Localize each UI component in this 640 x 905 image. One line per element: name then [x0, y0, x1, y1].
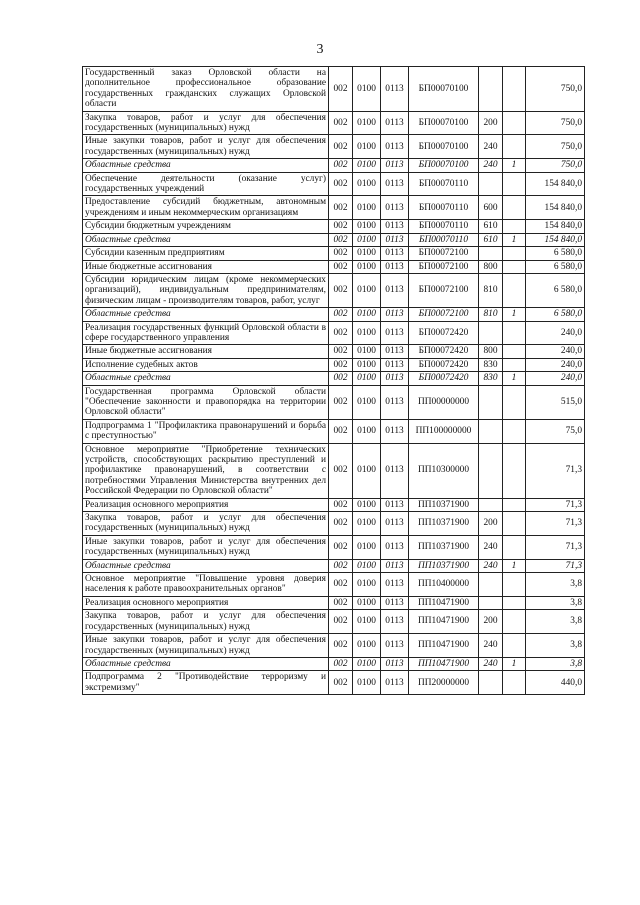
target-article-code: БП00072420 — [409, 358, 479, 371]
funding-source-code — [503, 345, 526, 358]
table-row — [83, 220, 585, 233]
target-article-code: БП00072420 — [409, 345, 479, 358]
table-row — [83, 345, 585, 358]
amount: 750,0 — [526, 111, 585, 135]
subsection-code: 0113 — [381, 111, 409, 135]
expense-type-code — [479, 596, 503, 609]
table-row — [83, 443, 585, 498]
target-article-code: БП00070110 — [409, 196, 479, 220]
amount: 6 580,0 — [526, 273, 585, 307]
row-name: Областные средства — [83, 233, 329, 246]
section-code: 0100 — [353, 671, 381, 695]
funding-source-code: 1 — [503, 308, 526, 321]
subsection-code: 0113 — [381, 372, 409, 385]
expense-type-code — [479, 443, 503, 498]
expense-type-code: 200 — [479, 111, 503, 135]
row-name: Предоставление субсидий бюджетным, автономным учреждениям и иным некоммерческим организациям — [83, 196, 329, 220]
amount: 750,0 — [526, 67, 585, 112]
ministry-code: 002 — [329, 512, 353, 536]
target-article-code: БП00070100 — [409, 159, 479, 172]
ministry-code: 002 — [329, 111, 353, 135]
amount: 240,0 — [526, 345, 585, 358]
funding-source-code: 1 — [503, 233, 526, 246]
funding-source-code — [503, 260, 526, 273]
row-name: Реализация государственных функций Орловской области в сфере государственного управления — [83, 321, 329, 345]
amount: 71,3 — [526, 512, 585, 536]
expense-type-code — [479, 247, 503, 260]
row-name: Иные закупки товаров, работ и услуг для обеспечения государственных (муниципальных) нужд — [83, 535, 329, 559]
expense-type-code: 200 — [479, 512, 503, 536]
funding-source-code — [503, 512, 526, 536]
funding-source-code — [503, 247, 526, 260]
section-code: 0100 — [353, 573, 381, 597]
table-row — [83, 634, 585, 658]
expense-type-code: 240 — [479, 657, 503, 670]
subsection-code: 0113 — [381, 273, 409, 307]
table-row — [83, 610, 585, 634]
amount: 515,0 — [526, 385, 585, 419]
section-code: 0100 — [353, 247, 381, 260]
ministry-code: 002 — [329, 385, 353, 419]
table-row — [83, 512, 585, 536]
subsection-code: 0113 — [381, 535, 409, 559]
funding-source-code — [503, 358, 526, 371]
subsection-code: 0113 — [381, 308, 409, 321]
target-article-code: БП00070100 — [409, 135, 479, 159]
ministry-code: 002 — [329, 345, 353, 358]
amount: 3,8 — [526, 610, 585, 634]
subsection-code: 0113 — [381, 610, 409, 634]
table-row — [83, 111, 585, 135]
row-name: Закупка товаров, работ и услуг для обеспечения государственных (муниципальных) нужд — [83, 111, 329, 135]
row-name: Иные закупки товаров, работ и услуг для обеспечения государственных (муниципальных) нужд — [83, 135, 329, 159]
amount: 3,8 — [526, 596, 585, 609]
row-name: Иные бюджетные ассигнования — [83, 260, 329, 273]
section-code: 0100 — [353, 535, 381, 559]
row-name: Государственная программа Орловской области "Обеспечение законности и правопорядка на территории Орловской области" — [83, 385, 329, 419]
target-article-code: БП00072420 — [409, 321, 479, 345]
amount: 154 840,0 — [526, 196, 585, 220]
target-article-code: ПП10471900 — [409, 610, 479, 634]
expense-type-code: 830 — [479, 358, 503, 371]
subsection-code: 0113 — [381, 385, 409, 419]
ministry-code: 002 — [329, 596, 353, 609]
row-name: Государственный заказ Орловской области на дополнительное профессиональное образование государственных гражданских служащих Орловской области — [83, 67, 329, 112]
subsection-code: 0113 — [381, 321, 409, 345]
target-article-code: ПП10371900 — [409, 535, 479, 559]
expense-type-code: 800 — [479, 260, 503, 273]
subsection-code: 0113 — [381, 345, 409, 358]
amount: 240,0 — [526, 358, 585, 371]
section-code: 0100 — [353, 596, 381, 609]
table-row — [83, 498, 585, 511]
ministry-code: 002 — [329, 443, 353, 498]
row-name: Исполнение судебных актов — [83, 358, 329, 371]
expense-type-code: 240 — [479, 135, 503, 159]
row-name: Реализация основного мероприятия — [83, 596, 329, 609]
table-row — [83, 273, 585, 307]
subsection-code: 0113 — [381, 67, 409, 112]
table-row — [83, 657, 585, 670]
subsection-code: 0113 — [381, 233, 409, 246]
target-article-code: ПП10371900 — [409, 512, 479, 536]
table-row — [83, 385, 585, 419]
target-article-code: ПП10371900 — [409, 498, 479, 511]
funding-source-code — [503, 273, 526, 307]
section-code: 0100 — [353, 273, 381, 307]
ministry-code: 002 — [329, 573, 353, 597]
amount: 6 580,0 — [526, 247, 585, 260]
target-article-code: ПП10371900 — [409, 559, 479, 572]
section-code: 0100 — [353, 321, 381, 345]
target-article-code: ПП00000000 — [409, 385, 479, 419]
amount: 71,3 — [526, 498, 585, 511]
section-code: 0100 — [353, 260, 381, 273]
section-code: 0100 — [353, 372, 381, 385]
ministry-code: 002 — [329, 358, 353, 371]
subsection-code: 0113 — [381, 419, 409, 443]
table-row — [83, 135, 585, 159]
section-code: 0100 — [353, 498, 381, 511]
ministry-code: 002 — [329, 196, 353, 220]
ministry-code: 002 — [329, 634, 353, 658]
section-code: 0100 — [353, 385, 381, 419]
target-article-code: БП00070110 — [409, 233, 479, 246]
funding-source-code — [503, 67, 526, 112]
funding-source-code — [503, 135, 526, 159]
amount: 6 580,0 — [526, 308, 585, 321]
target-article-code: БП00070100 — [409, 111, 479, 135]
target-article-code: ПП10400000 — [409, 573, 479, 597]
page-number: 3 — [316, 42, 324, 57]
ministry-code: 002 — [329, 419, 353, 443]
ministry-code: 002 — [329, 498, 353, 511]
section-code: 0100 — [353, 308, 381, 321]
amount: 440,0 — [526, 671, 585, 695]
amount: 71,3 — [526, 559, 585, 572]
funding-source-code: 1 — [503, 372, 526, 385]
amount: 154 840,0 — [526, 220, 585, 233]
subsection-code: 0113 — [381, 443, 409, 498]
table-row — [83, 419, 585, 443]
expense-type-code — [479, 385, 503, 419]
amount: 6 580,0 — [526, 260, 585, 273]
table-row — [83, 196, 585, 220]
amount: 3,8 — [526, 634, 585, 658]
subsection-code: 0113 — [381, 634, 409, 658]
row-name: Подпрограмма 1 "Профилактика правонарушений и борьба с преступностью" — [83, 419, 329, 443]
funding-source-code — [503, 196, 526, 220]
expense-type-code — [479, 671, 503, 695]
funding-source-code — [503, 111, 526, 135]
amount: 71,3 — [526, 535, 585, 559]
amount: 75,0 — [526, 419, 585, 443]
subsection-code: 0113 — [381, 512, 409, 536]
expense-type-code: 240 — [479, 159, 503, 172]
target-article-code: ПП10471900 — [409, 634, 479, 658]
section-code: 0100 — [353, 196, 381, 220]
amount: 154 840,0 — [526, 233, 585, 246]
row-name: Основное мероприятие "Повышение уровня доверия населения к работе правоохранительных органов" — [83, 573, 329, 597]
funding-source-code — [503, 172, 526, 196]
row-name: Областные средства — [83, 372, 329, 385]
section-code: 0100 — [353, 419, 381, 443]
ministry-code: 002 — [329, 273, 353, 307]
section-code: 0100 — [353, 443, 381, 498]
section-code: 0100 — [353, 610, 381, 634]
expense-type-code — [479, 172, 503, 196]
table-row — [83, 559, 585, 572]
table-row — [83, 372, 585, 385]
expense-type-code — [479, 573, 503, 597]
funding-source-code — [503, 573, 526, 597]
target-article-code: БП00072100 — [409, 260, 479, 273]
budget-table-body — [83, 67, 585, 695]
funding-source-code — [503, 443, 526, 498]
amount: 154 840,0 — [526, 172, 585, 196]
expense-type-code: 240 — [479, 535, 503, 559]
table-row — [83, 308, 585, 321]
subsection-code: 0113 — [381, 172, 409, 196]
expense-type-code: 200 — [479, 610, 503, 634]
section-code: 0100 — [353, 220, 381, 233]
ministry-code: 002 — [329, 135, 353, 159]
funding-source-code — [503, 385, 526, 419]
ministry-code: 002 — [329, 308, 353, 321]
row-name: Субсидии казенным предприятиям — [83, 247, 329, 260]
row-name: Областные средства — [83, 308, 329, 321]
subsection-code: 0113 — [381, 671, 409, 695]
amount: 750,0 — [526, 135, 585, 159]
expense-type-code: 240 — [479, 559, 503, 572]
expense-type-code — [479, 498, 503, 511]
row-name: Областные средства — [83, 559, 329, 572]
target-article-code: БП00070100 — [409, 67, 479, 112]
amount: 71,3 — [526, 443, 585, 498]
expense-type-code: 810 — [479, 308, 503, 321]
subsection-code: 0113 — [381, 498, 409, 511]
amount: 240,0 — [526, 321, 585, 345]
ministry-code: 002 — [329, 657, 353, 670]
subsection-code: 0113 — [381, 159, 409, 172]
table-row — [83, 596, 585, 609]
ministry-code: 002 — [329, 67, 353, 112]
ministry-code: 002 — [329, 559, 353, 572]
row-name: Закупка товаров, работ и услуг для обеспечения государственных (муниципальных) нужд — [83, 610, 329, 634]
amount: 240,0 — [526, 372, 585, 385]
row-name: Обеспечение деятельности (оказание услуг) государственных учреждений — [83, 172, 329, 196]
subsection-code: 0113 — [381, 196, 409, 220]
target-article-code: ПП20000000 — [409, 671, 479, 695]
row-name: Субсидии юридическим лицам (кроме некоммерческих организаций), индивидуальным предпринимателям, физическим лицам - производителям товаров, работ, услуг — [83, 273, 329, 307]
target-article-code: БП00072100 — [409, 247, 479, 260]
amount: 3,8 — [526, 573, 585, 597]
table-row — [83, 159, 585, 172]
ministry-code: 002 — [329, 535, 353, 559]
amount: 750,0 — [526, 159, 585, 172]
target-article-code: ПП10471900 — [409, 657, 479, 670]
ministry-code: 002 — [329, 610, 353, 634]
funding-source-code — [503, 535, 526, 559]
table-row — [83, 671, 585, 695]
row-name: Областные средства — [83, 159, 329, 172]
target-article-code: БП00070110 — [409, 220, 479, 233]
expense-type-code — [479, 321, 503, 345]
section-code: 0100 — [353, 345, 381, 358]
section-code: 0100 — [353, 559, 381, 572]
ministry-code: 002 — [329, 671, 353, 695]
funding-source-code — [503, 220, 526, 233]
row-name: Иные закупки товаров, работ и услуг для обеспечения государственных (муниципальных) нужд — [83, 634, 329, 658]
subsection-code: 0113 — [381, 220, 409, 233]
table-row — [83, 172, 585, 196]
expense-type-code: 240 — [479, 634, 503, 658]
subsection-code: 0113 — [381, 657, 409, 670]
section-code: 0100 — [353, 111, 381, 135]
ministry-code: 002 — [329, 260, 353, 273]
funding-source-code — [503, 634, 526, 658]
funding-source-code — [503, 498, 526, 511]
table-row — [83, 260, 585, 273]
table-row — [83, 233, 585, 246]
subsection-code: 0113 — [381, 260, 409, 273]
target-article-code: БП00072420 — [409, 372, 479, 385]
section-code: 0100 — [353, 67, 381, 112]
funding-source-code: 1 — [503, 159, 526, 172]
expense-type-code: 600 — [479, 196, 503, 220]
target-article-code: БП00072100 — [409, 273, 479, 307]
target-article-code: БП00070110 — [409, 172, 479, 196]
funding-source-code — [503, 321, 526, 345]
row-name: Основное мероприятие "Приобретение технических устройств, способствующих раскрытию преступлений и профилактике правонарушений, в соответствии с потребностями Управления Министерства внутренних дел Российской Федерации по Орловской области" — [83, 443, 329, 498]
amount: 3,8 — [526, 657, 585, 670]
section-code: 0100 — [353, 159, 381, 172]
subsection-code: 0113 — [381, 573, 409, 597]
row-name: Иные бюджетные ассигнования — [83, 345, 329, 358]
expense-type-code: 800 — [479, 345, 503, 358]
table-row — [83, 247, 585, 260]
expense-type-code: 810 — [479, 273, 503, 307]
subsection-code: 0113 — [381, 135, 409, 159]
ministry-code: 002 — [329, 247, 353, 260]
section-code: 0100 — [353, 358, 381, 371]
ministry-code: 002 — [329, 172, 353, 196]
funding-source-code — [503, 596, 526, 609]
ministry-code: 002 — [329, 321, 353, 345]
row-name: Реализация основного мероприятия — [83, 498, 329, 511]
table-row — [83, 358, 585, 371]
ministry-code: 002 — [329, 220, 353, 233]
ministry-code: 002 — [329, 372, 353, 385]
expense-type-code: 610 — [479, 220, 503, 233]
subsection-code: 0113 — [381, 247, 409, 260]
target-article-code: ПП10300000 — [409, 443, 479, 498]
ministry-code: 002 — [329, 159, 353, 172]
section-code: 0100 — [353, 233, 381, 246]
row-name: Закупка товаров, работ и услуг для обеспечения государственных (муниципальных) нужд — [83, 512, 329, 536]
table-row — [83, 67, 585, 112]
subsection-code: 0113 — [381, 559, 409, 572]
table-row — [83, 321, 585, 345]
table-row — [83, 573, 585, 597]
expense-type-code: 830 — [479, 372, 503, 385]
funding-source-code — [503, 610, 526, 634]
expense-type-code — [479, 419, 503, 443]
subsection-code: 0113 — [381, 596, 409, 609]
target-article-code: ПП100000000 — [409, 419, 479, 443]
subsection-code: 0113 — [381, 358, 409, 371]
table-row — [83, 535, 585, 559]
expense-type-code — [479, 67, 503, 112]
expense-type-code: 610 — [479, 233, 503, 246]
row-name: Областные средства — [83, 657, 329, 670]
funding-source-code — [503, 671, 526, 695]
target-article-code: БП00072100 — [409, 308, 479, 321]
funding-source-code: 1 — [503, 657, 526, 670]
section-code: 0100 — [353, 135, 381, 159]
section-code: 0100 — [353, 172, 381, 196]
ministry-code: 002 — [329, 233, 353, 246]
section-code: 0100 — [353, 657, 381, 670]
section-code: 0100 — [353, 634, 381, 658]
budget-table — [82, 66, 585, 695]
funding-source-code: 1 — [503, 559, 526, 572]
target-article-code: ПП10471900 — [409, 596, 479, 609]
row-name: Подпрограмма 2 "Противодействие терроризму и экстремизму" — [83, 671, 329, 695]
funding-source-code — [503, 419, 526, 443]
row-name: Субсидии бюджетным учреждениям — [83, 220, 329, 233]
section-code: 0100 — [353, 512, 381, 536]
